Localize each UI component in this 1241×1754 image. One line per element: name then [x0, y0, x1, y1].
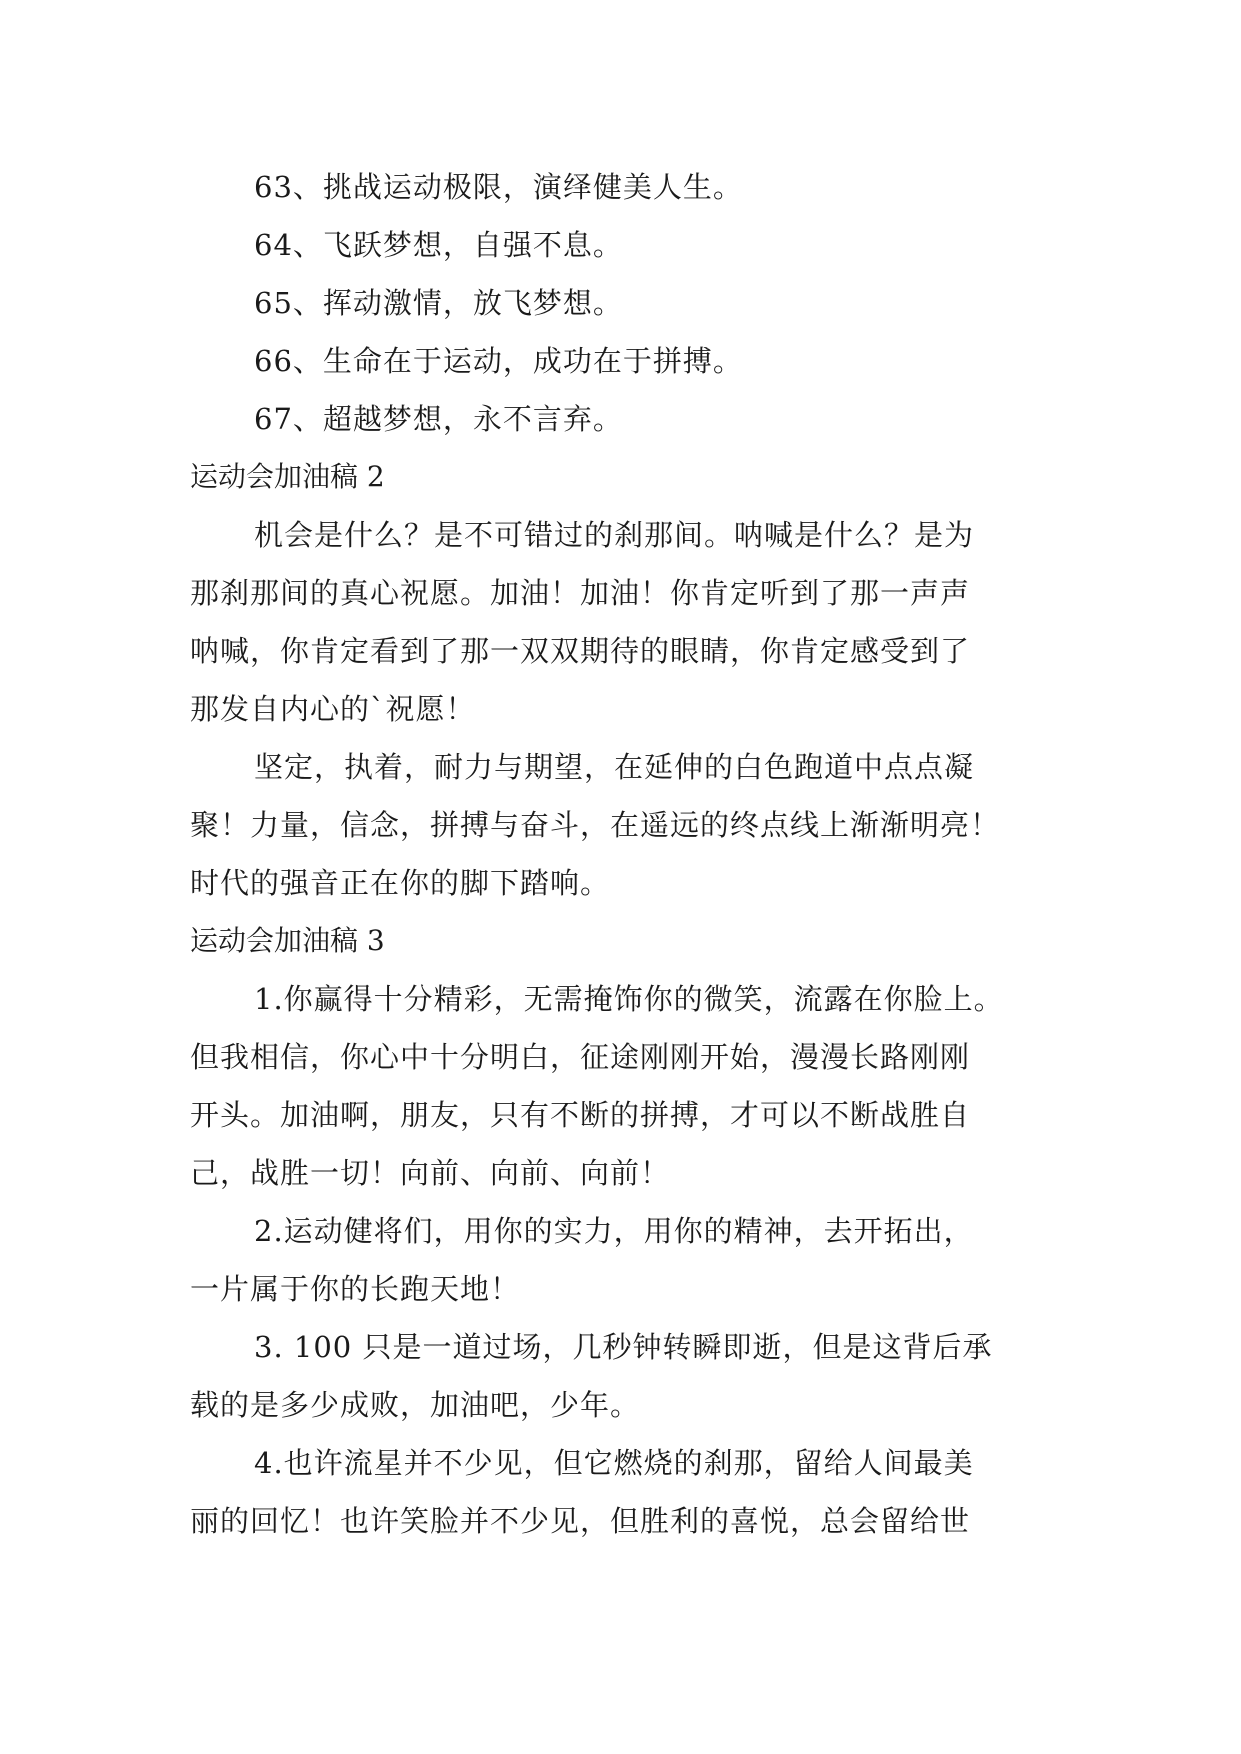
text-line: 聚！力量，信念，拼搏与奋斗，在遥远的终点线上渐渐明亮！: [190, 808, 1001, 842]
text-line: 开头。加油啊，朋友，只有不断的拼搏，才可以不断战胜自: [190, 1098, 971, 1132]
section3-paragraph-3: [190, 1318, 1050, 1434]
text-line: 丽的回忆！也许笑脸并不少见，但胜利的喜悦，总会留给世: [190, 1504, 971, 1538]
section3-paragraph-4: [190, 1434, 1050, 1550]
document-body: [190, 158, 1050, 1550]
list-item: 63、挑战运动极限，演绎健美人生。: [254, 170, 743, 204]
section3-paragraph-1: [190, 970, 1050, 1202]
text-line: 2.运动健将们，用你的实力，用你的精神，去开拓出，: [254, 1214, 974, 1248]
text-line: 坚定，执着，耐力与期望，在延伸的白色跑道中点点凝: [254, 750, 975, 784]
text-line: 己，战胜一切！向前、向前、向前！: [190, 1156, 671, 1190]
section-title-2: 运动会加油稿 2: [190, 460, 385, 493]
list-item: 64、飞跃梦想，自强不息。: [254, 228, 623, 262]
list-item: 65、挥动激情，放飞梦想。: [254, 286, 623, 320]
text-line: 载的是多少成败，加油吧，少年。: [190, 1388, 641, 1422]
section2-paragraph-1: [190, 506, 1050, 738]
text-line: 3. 100 只是一道过场，几秒钟转瞬即逝，但是这背后承: [254, 1330, 993, 1364]
text-line: 呐喊，你肯定看到了那一双双期待的眼睛，你肯定感受到了: [190, 634, 971, 668]
text-line: 那发自内心的`祝愿！: [190, 692, 476, 726]
text-line: 机会是什么？是不可错过的刹那间。呐喊是什么？是为: [254, 518, 975, 552]
text-line: 时代的强音正在你的脚下踏响。: [190, 866, 611, 900]
text-line: 1.你赢得十分精彩，无需掩饰你的微笑，流露在你脸上。: [254, 982, 1004, 1016]
text-line: 但我相信，你心中十分明白，征途刚刚开始，漫漫长路刚刚: [190, 1040, 971, 1074]
text-line: 4.也许流星并不少见，但它燃烧的刹那，留给人间最美: [254, 1446, 974, 1480]
section2-paragraph-2: [190, 738, 1050, 912]
list-item: 66、生命在于运动，成功在于拼搏。: [254, 344, 743, 378]
slogan-list: [190, 158, 1050, 448]
text-line: 一片属于你的长跑天地！: [190, 1272, 521, 1306]
list-item: 67、超越梦想，永不言弃。: [254, 402, 623, 436]
section-title-3: 运动会加油稿 3: [190, 924, 385, 957]
section3-paragraph-2: [190, 1202, 1050, 1318]
text-line: 那刹那间的真心祝愿。加油！加油！你肯定听到了那一声声: [190, 576, 971, 610]
